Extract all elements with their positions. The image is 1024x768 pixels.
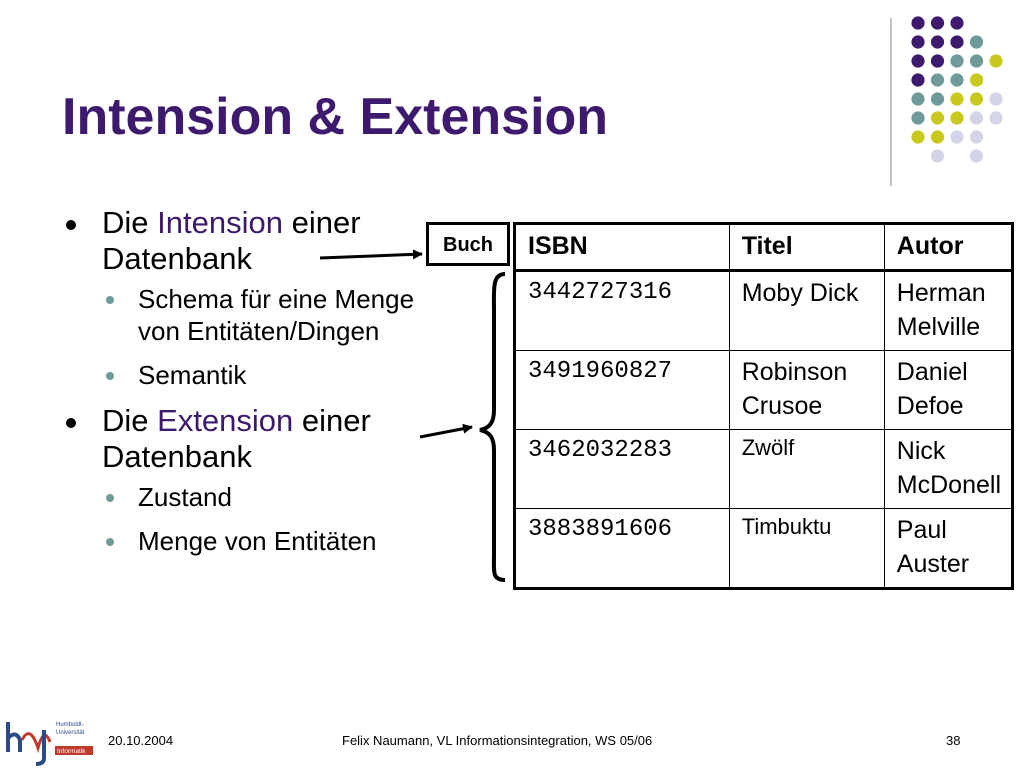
table-header-row	[515, 224, 1013, 271]
decorative-dot	[970, 35, 983, 48]
decorative-dot	[970, 111, 983, 124]
decorative-dot	[970, 92, 983, 105]
sub-bullet-item: Semantik	[102, 359, 432, 391]
sub-bullet-list	[102, 481, 432, 557]
autor-cell: Herman Melville	[884, 271, 1012, 351]
decorative-dot	[931, 92, 944, 105]
sub-bullet-item: Menge von Entitäten	[102, 525, 432, 557]
decorative-dot	[931, 73, 944, 86]
bullet-text-post: einer Datenbank	[102, 403, 371, 474]
slide-title: Intension & Extension	[62, 88, 609, 146]
decorative-dot	[931, 35, 944, 48]
titel-cell: Timbuktu	[729, 509, 884, 589]
decorative-dot	[970, 73, 983, 86]
bullet-text-pre: Die	[102, 205, 158, 240]
decorative-dot	[970, 149, 983, 162]
titel-cell: Moby Dick	[729, 271, 884, 351]
bullet-intension	[62, 205, 432, 391]
table-row	[515, 351, 1013, 430]
decorative-dot	[911, 92, 924, 105]
bullet-text-pre: Die	[102, 403, 158, 438]
decorative-dot	[931, 130, 944, 143]
decorative-dot	[950, 16, 963, 29]
footer-page-number: 38	[946, 733, 961, 748]
titel-cell: Zwölf	[729, 430, 884, 509]
bullet-list	[62, 205, 432, 569]
decorative-dot	[950, 130, 963, 143]
curly-brace	[480, 274, 505, 580]
autor-cell: Paul Auster	[884, 509, 1012, 589]
decorative-dot	[950, 73, 963, 86]
humboldt-university-logo	[4, 714, 94, 766]
bullet-highlight: Intension	[157, 205, 283, 240]
footer-date: 20.10.2004	[108, 733, 174, 748]
column-header-autor: Autor	[884, 224, 1012, 271]
logo-h-shape	[8, 722, 20, 752]
decorative-dot	[950, 111, 963, 124]
logo-text-line2: Universität	[56, 730, 85, 736]
decorative-dot	[911, 73, 924, 86]
decorative-dot	[950, 35, 963, 48]
table-row	[515, 271, 1013, 351]
sub-bullet-list	[102, 283, 432, 391]
column-header-isbn: ISBN	[515, 224, 730, 271]
decorative-dot	[931, 111, 944, 124]
isbn-cell: 3442727316	[515, 271, 730, 351]
decorative-dot	[911, 16, 924, 29]
decorative-dot	[989, 111, 1002, 124]
sub-bullet-item: Schema für eine Menge von Entitäten/Dingen	[102, 283, 432, 347]
table-row	[515, 430, 1013, 509]
decorative-dot	[911, 54, 924, 67]
decorative-dot	[989, 92, 1002, 105]
relation-name-label: Buch	[426, 222, 510, 266]
autor-cell: Nick McDonell	[884, 430, 1012, 509]
column-header-titel: Titel	[729, 224, 884, 271]
isbn-cell: 3462032283	[515, 430, 730, 509]
decorative-dot	[970, 54, 983, 67]
isbn-cell: 3491960827	[515, 351, 730, 430]
isbn-cell: 3883891606	[515, 509, 730, 589]
decorative-dot	[950, 54, 963, 67]
decorative-dot	[970, 130, 983, 143]
decorative-dot	[931, 16, 944, 29]
decorative-dot	[911, 35, 924, 48]
decorative-dot	[950, 92, 963, 105]
bullet-highlight: Extension	[157, 403, 294, 438]
decorative-dot	[911, 111, 924, 124]
decorative-dot	[911, 130, 924, 143]
logo-text-line1: Humboldt-	[56, 722, 84, 728]
footer-text: Felix Naumann, VL Informationsintegration, WS 05/06	[342, 733, 653, 748]
table-row	[515, 509, 1013, 589]
logo-text-line3: Informatik	[57, 748, 86, 755]
sub-bullet-item: Zustand	[102, 481, 432, 513]
titel-cell: Robinson Crusoe	[729, 351, 884, 430]
bullet-extension	[62, 403, 432, 557]
autor-cell: Daniel Defoe	[884, 351, 1012, 430]
book-table	[513, 222, 1014, 590]
decorative-dot	[931, 54, 944, 67]
decorative-dot	[931, 149, 944, 162]
decorative-dot	[989, 54, 1002, 67]
bullet-text-post: einer Datenbank	[102, 205, 361, 276]
